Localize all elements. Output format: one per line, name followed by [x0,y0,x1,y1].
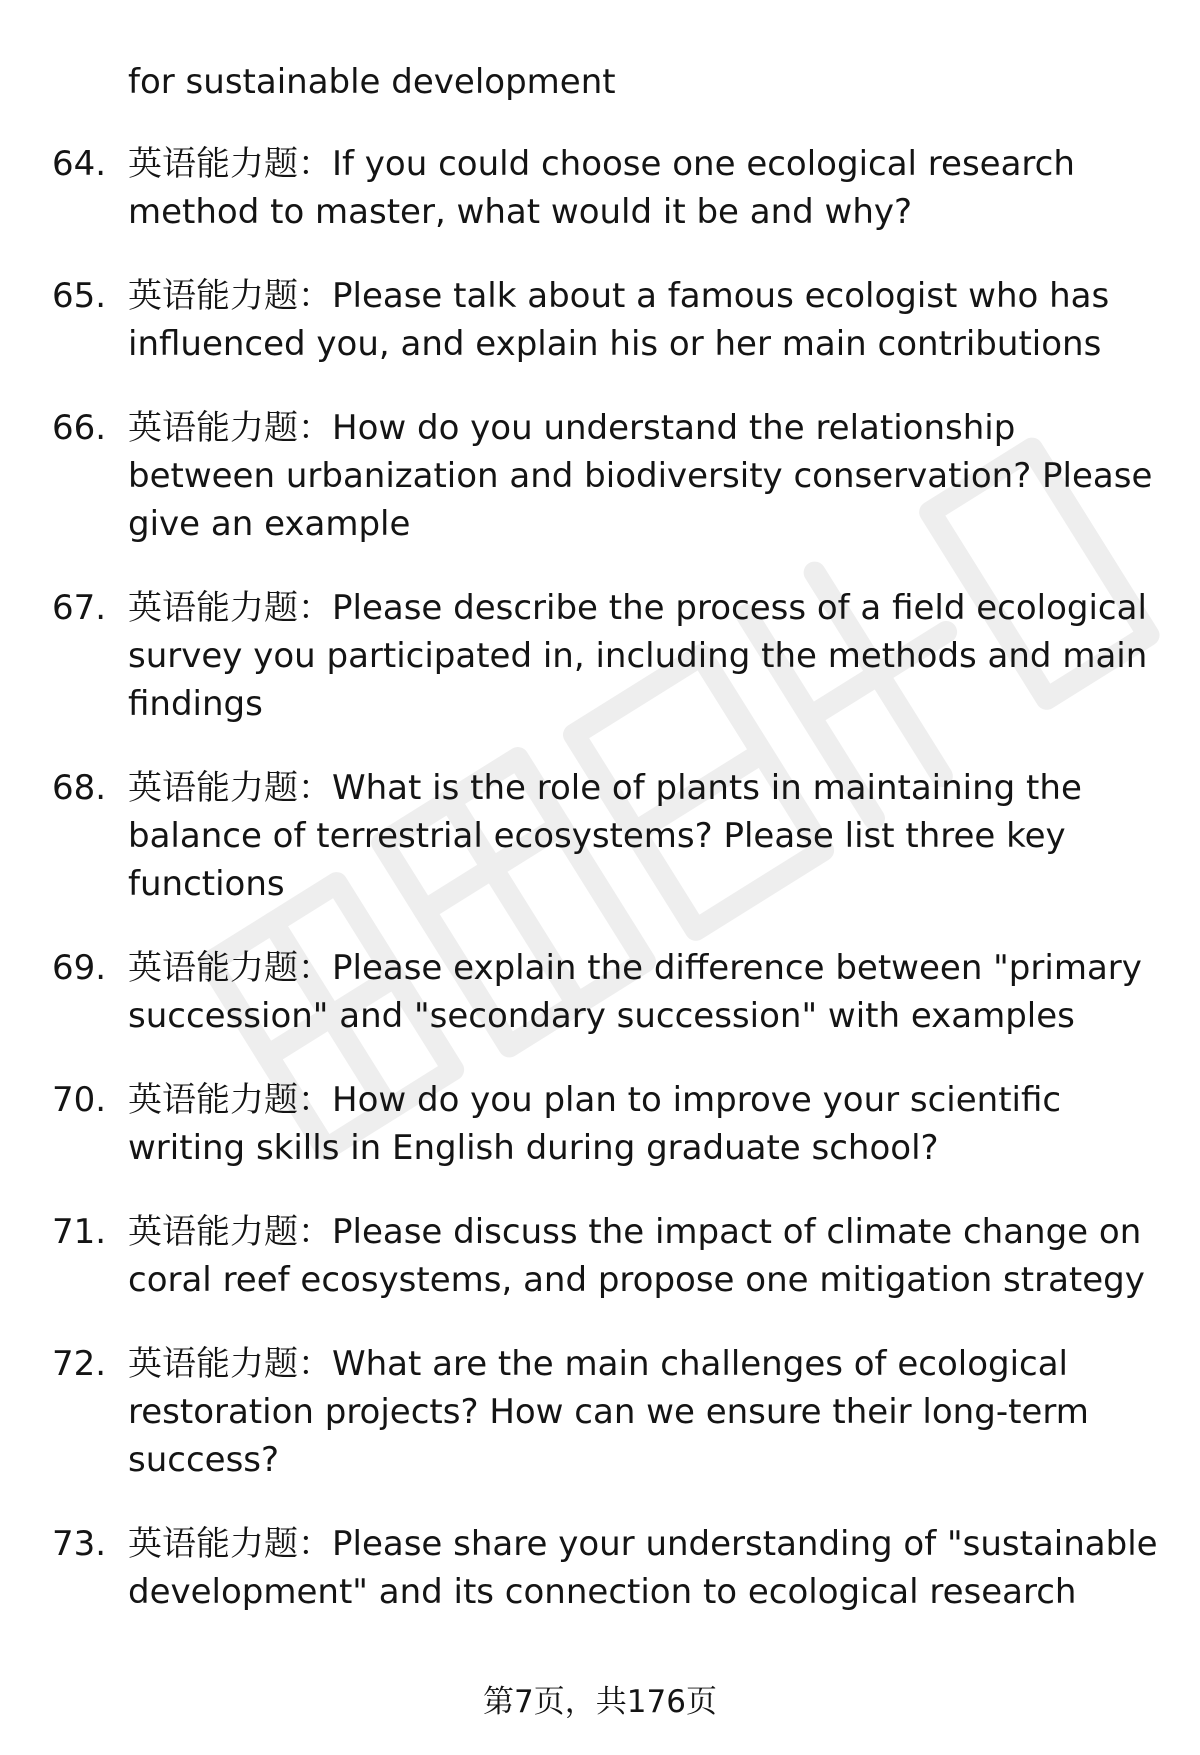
question-text: 英语能力题：Please explain the difference between "primary succession" and "secondary succession" with examples [128,948,1142,1036]
question-text: 英语能力题：What are the main challenges of ecological restoration projects? How can we ensure their long-term success? [128,1344,1089,1480]
continuation-text: for sustainable development [128,62,616,102]
question-item [0,944,1200,1040]
question-text: 英语能力题：Please share your understanding of "sustainable development" and its connection to ecological research [128,1524,1158,1612]
question-number: 66. [52,408,107,448]
question-number: 73. [52,1524,107,1564]
question-number: 69. [52,948,107,988]
question-number: 64. [52,144,107,184]
question-text: 英语能力题：Please talk about a famous ecologist who has influenced you, and explain his or her main contributions [128,276,1110,364]
question-text: 英语能力题：If you could choose one ecological research method to master, what would it be and why? [128,144,1075,232]
question-number: 71. [52,1212,107,1252]
question-number: 65. [52,276,107,316]
page-footer: 第7页，共176页 [483,1684,717,1720]
question-text: 英语能力题：Please describe the process of a field ecological survey you participated in, including the methods and main findings [128,588,1148,724]
question-item [0,140,1200,236]
question-text: 英语能力题：How do you plan to improve your scientific writing skills in English during graduate school? [128,1080,1062,1168]
question-number: 70. [52,1080,107,1120]
question-item [0,1076,1200,1172]
question-number: 72. [52,1344,107,1384]
question-text: 英语能力题：How do you understand the relationship between urbanization and biodiversity conservation? Please give an example [128,408,1153,544]
question-list [0,140,1200,1652]
question-item [0,1340,1200,1484]
question-item [0,1520,1200,1616]
question-item [0,584,1200,728]
question-text: 英语能力题：Please discuss the impact of climate change on coral reef ecosystems, and propose one mitigation strategy [128,1212,1145,1300]
question-number: 67. [52,588,107,628]
question-text: 英语能力题：What is the role of plants in maintaining the balance of terrestrial ecosystems? Please list three key functions [128,768,1082,904]
question-item [0,272,1200,368]
question-item [0,1208,1200,1304]
question-item [0,404,1200,548]
question-number: 68. [52,768,107,808]
question-item [0,764,1200,908]
